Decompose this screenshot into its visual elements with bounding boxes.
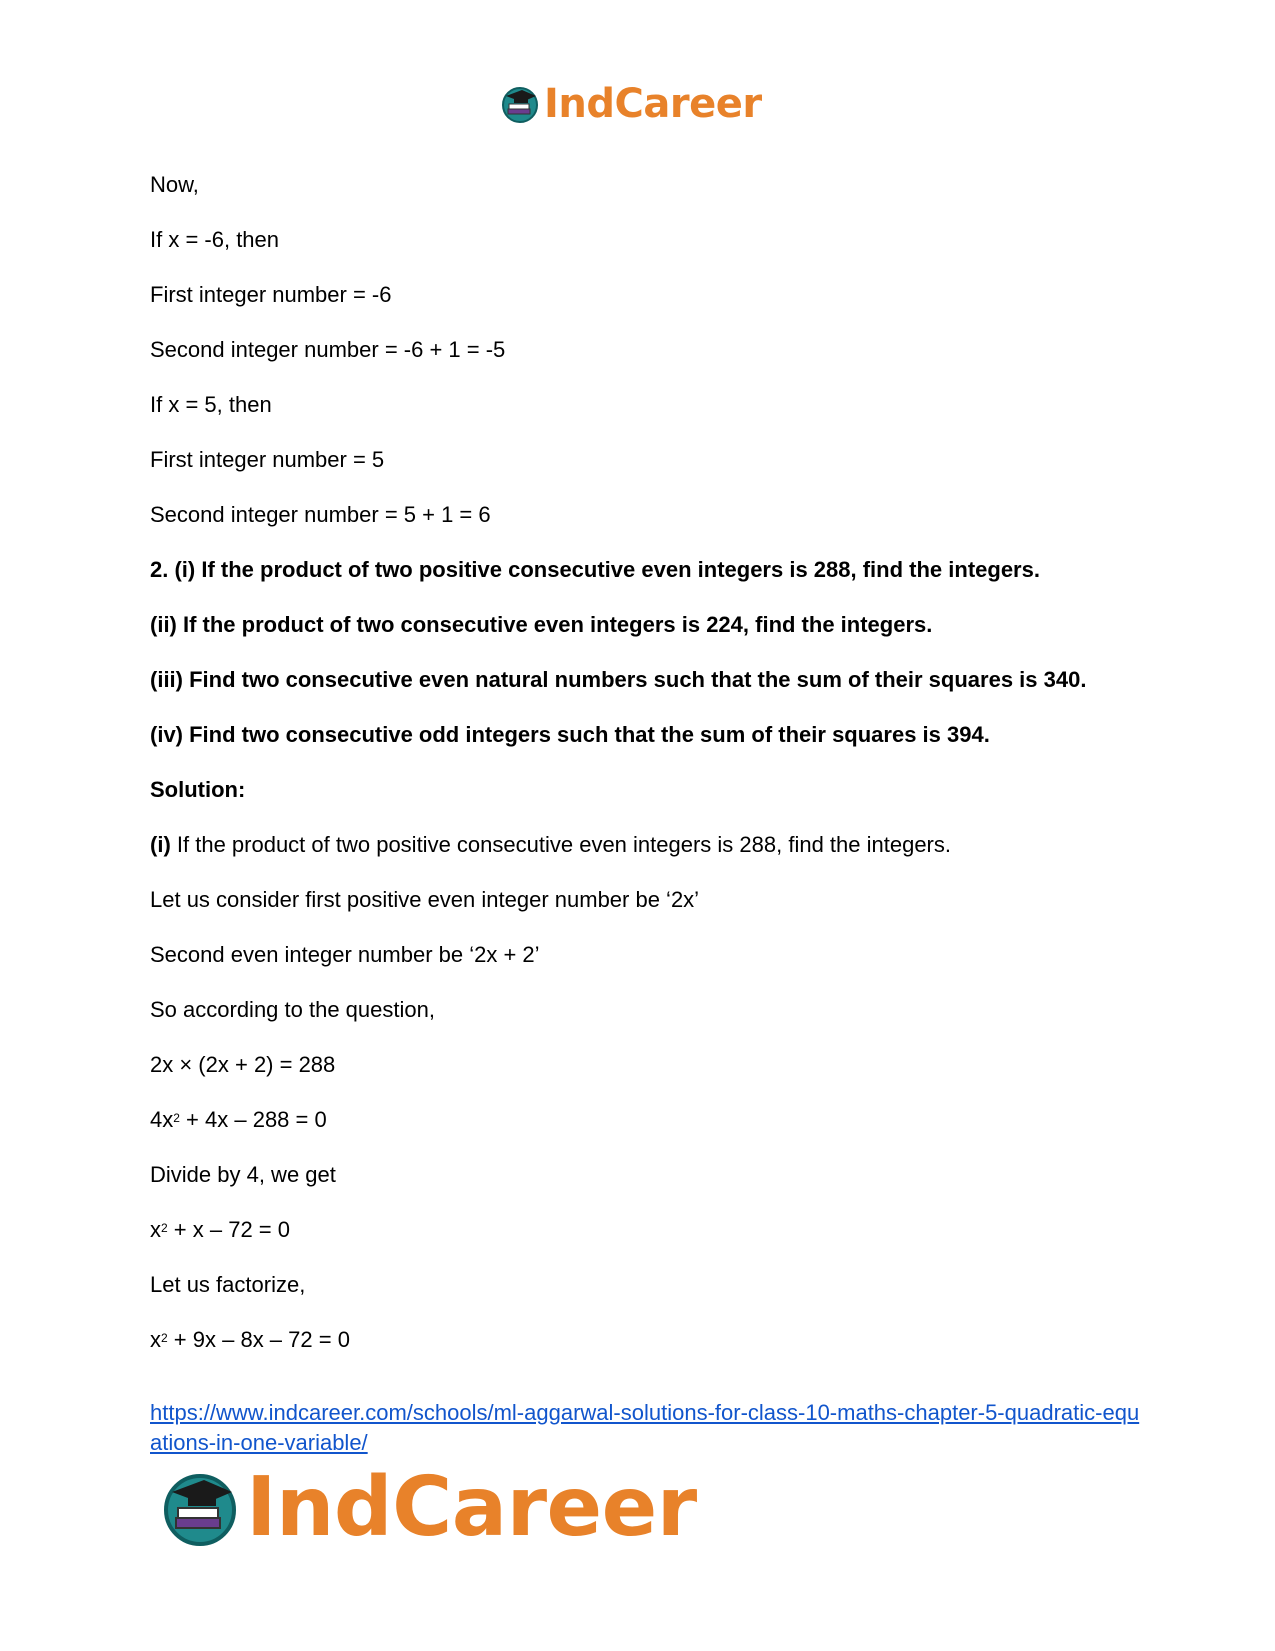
text-line: Second integer number = 5 + 1 = 6	[150, 502, 491, 527]
question-line: (iii) Find two consecutive even natural numbers such that the sum of their squares is 340.	[150, 667, 1087, 692]
exponent: 2	[173, 1111, 180, 1125]
text-line: Let us factorize,	[150, 1272, 306, 1297]
exponent: 2	[161, 1331, 168, 1345]
question-line: (iv) Find two consecutive odd integers such that the sum of their squares is 394.	[150, 722, 990, 747]
graduation-book-icon	[160, 1468, 240, 1548]
eq-part: + 9x – 8x – 72 = 0	[167, 1327, 350, 1352]
source-url-link[interactable]: https://www.indcareer.com/schools/ml-aggarwal-solutions-for-class-10-maths-chapter-5-quadratic-equations-in-one-variable/	[150, 1400, 1140, 1455]
question-line: 2. (i) If the product of two positive consecutive even integers is 288, find the integers.	[150, 557, 1040, 582]
text-line: Second even integer number be ‘2x + 2’	[150, 942, 540, 967]
solution-heading: Solution:	[150, 777, 246, 802]
part-text: If the product of two positive consecutive even integers is 288, find the integers.	[170, 832, 951, 857]
equation-line: 2x × (2x + 2) = 288	[150, 1052, 336, 1077]
document-body	[150, 172, 1140, 1382]
equation-line	[150, 1217, 1140, 1272]
text-line: If x = 5, then	[150, 392, 272, 417]
text-line: First integer number = -6	[150, 282, 392, 307]
text-line: Second integer number = -6 + 1 = -5	[150, 337, 506, 362]
text-line: Now,	[150, 172, 199, 197]
text-line: So according to the question,	[150, 997, 435, 1022]
eq-part: x	[150, 1217, 161, 1242]
part-label: (i)	[150, 832, 171, 857]
equation-line	[150, 1327, 1140, 1382]
exponent: 2	[161, 1221, 168, 1235]
text-line: First integer number = 5	[150, 447, 385, 472]
eq-part: + x – 72 = 0	[167, 1217, 290, 1242]
header-logo	[500, 78, 762, 130]
solution-part-line	[150, 832, 1140, 887]
logo-text: IndCareer	[246, 1460, 697, 1555]
equation-line	[150, 1107, 1140, 1162]
text-line: If x = -6, then	[150, 227, 280, 252]
logo-text: IndCareer	[544, 81, 762, 127]
footer-logo	[160, 1462, 697, 1554]
question-line: (ii) If the product of two consecutive even integers is 224, find the integers.	[150, 612, 933, 637]
text-line: Divide by 4, we get	[150, 1162, 336, 1187]
eq-part: 4x	[150, 1107, 174, 1132]
graduation-book-icon	[500, 84, 540, 124]
text-line: Let us consider first positive even integer number be ‘2x’	[150, 887, 700, 912]
eq-part: x	[150, 1327, 161, 1352]
eq-part: + 4x – 288 = 0	[179, 1107, 327, 1132]
